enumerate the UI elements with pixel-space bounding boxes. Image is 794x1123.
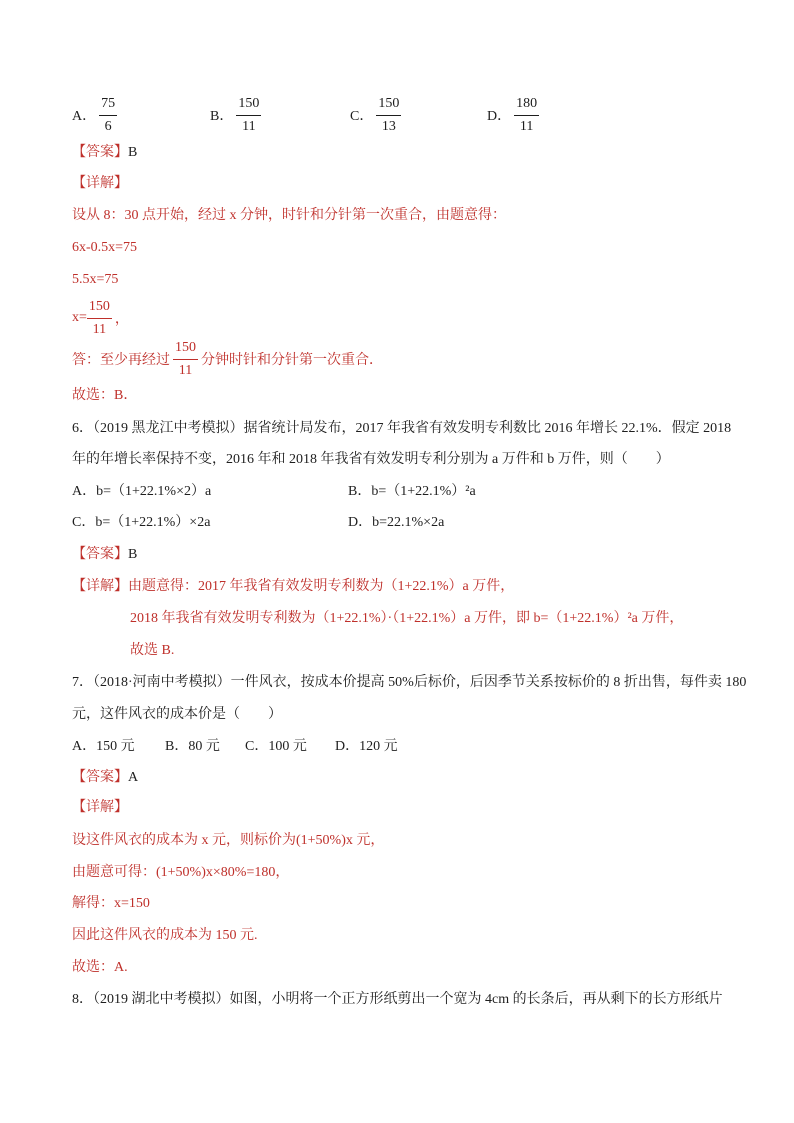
- option-label: D．: [487, 109, 512, 124]
- q6-option-b: [348, 481, 476, 503]
- option-fraction: [99, 94, 117, 137]
- fraction-numerator: 150: [236, 94, 261, 116]
- q5-option-d: [487, 93, 542, 137]
- q5-option-c: [350, 93, 404, 137]
- detail-text: 由题意得：2017 年我省有效发明专利数为（1+22.1%）a 万件，: [128, 579, 515, 594]
- q5-detail-equation-1: 6x-0.5x=75: [72, 240, 138, 255]
- option-text: b=（1+22.1%）²a: [371, 484, 476, 499]
- option-text: 150 元: [96, 739, 135, 754]
- q6-stem-line-2: 年的年增长率保持不变，2016 年和 2018 年我省有效发明专利分别为 a 万件和 b 万件，则（ ）: [72, 452, 670, 467]
- q7-option-c: [245, 736, 307, 758]
- q6-stem-line-1: 6．（2019 黑龙江中考模拟）据省统计局发布，2017 年我省有效发明专利数比 2016 年增长 22.1%．假定 2018: [72, 421, 732, 436]
- fraction-denominator: 11: [178, 362, 193, 378]
- q6-answer: [72, 544, 137, 566]
- fraction-numerator: 75: [99, 94, 117, 116]
- fraction-denominator: 6: [104, 118, 112, 134]
- q8-stem-line-1: 8．（2019 湖北中考模拟）如图，小明将一个正方形纸剪出一个宽为 4cm 的长条后，再从剩下的长方形纸片: [72, 992, 723, 1007]
- fraction-numerator: 150: [173, 338, 198, 360]
- answer-value: A: [128, 770, 139, 785]
- q6-options-row-2: [0, 512, 794, 534]
- fraction-denominator: 11: [242, 118, 256, 134]
- q5-detail-equation-2: 5.5x=75: [72, 272, 119, 287]
- q7-stem-line-2: 元，这件风衣的成本价是（ ）: [72, 707, 282, 722]
- q7-detail-line-5: 故选：A.: [72, 960, 128, 975]
- option-label: A．: [72, 484, 97, 499]
- q5-detail-conclusion: [72, 337, 383, 381]
- option-label: A．: [72, 739, 97, 754]
- fraction-denominator: 13: [381, 118, 396, 134]
- q6-option-c: [72, 512, 210, 534]
- q5-options: [0, 93, 794, 137]
- q6-option-d: [348, 512, 444, 534]
- q5-detail-result: [72, 296, 129, 340]
- q7-option-b: [165, 736, 220, 758]
- q5-option-a: [72, 93, 120, 137]
- q7-option-d: [335, 736, 398, 758]
- q7-detail-tag: 【详解】: [72, 800, 128, 815]
- q6-detail-line-3: 故选 B.: [130, 643, 175, 658]
- q7-stem-line-1: 7．（2018·河南中考模拟）一件风衣，按成本价提高 50%后标价，后因季节关系按标价的 8 折出售，每件卖 180: [72, 675, 747, 690]
- fraction-denominator: 11: [519, 118, 534, 134]
- answer-tag: 【答案】: [72, 547, 128, 562]
- option-label: C．: [245, 739, 269, 754]
- option-label: C．: [72, 515, 96, 530]
- q7-answer: [72, 767, 138, 789]
- q7-detail-line-2: 由题意可得：(1+50%)x×80%=180，: [72, 865, 290, 880]
- option-label: C．: [350, 109, 374, 124]
- conclusion-fraction: [173, 338, 198, 381]
- conclusion-prefix: 答：至少再经过: [72, 353, 170, 368]
- answer-value: B: [128, 145, 138, 160]
- q6-detail-line-2: 2018 年我省有效发明专利数为（1+22.1%）·（1+22.1%）a 万件，即 b=（1+22.1%）²a 万件，: [130, 611, 684, 626]
- q7-option-a: [72, 736, 135, 758]
- option-label: D．: [335, 739, 360, 754]
- result-suffix: ，: [114, 312, 129, 327]
- result-fraction: [87, 297, 112, 340]
- result-prefix: x=: [72, 310, 87, 325]
- q6-detail-line-1: [72, 576, 514, 598]
- q5-detail-tag: 【详解】: [72, 176, 128, 191]
- option-label: B．: [348, 484, 372, 499]
- option-text: 100 元: [268, 739, 307, 754]
- fraction-denominator: 11: [92, 321, 107, 337]
- answer-tag: 【答案】: [72, 145, 128, 160]
- option-text: b=（1+22.1%）×2a: [95, 515, 211, 530]
- option-text: b=22.1%×2a: [372, 515, 445, 530]
- option-text: 80 元: [188, 739, 220, 754]
- fraction-numerator: 150: [87, 297, 112, 319]
- answer-value: B: [128, 547, 138, 562]
- option-fraction: [376, 94, 401, 137]
- q7-detail-line-4: 因此这件风衣的成本为 150 元.: [72, 928, 258, 943]
- option-label: B．: [165, 739, 189, 754]
- q7-options: [0, 736, 794, 758]
- q5-option-b: [210, 93, 264, 137]
- q6-option-a: [72, 481, 211, 503]
- q5-detail-setup: 设从 8：30 点开始，经过 x 分钟，时针和分针第一次重合，由题意得：: [72, 208, 506, 223]
- q5-detail-choice: 故选：B．: [72, 388, 138, 403]
- option-text: b=（1+22.1%×2）a: [96, 484, 212, 499]
- option-label: D．: [348, 515, 373, 530]
- q7-detail-line-1: 设这件风衣的成本为 x 元，则标价为(1+50%)x 元，: [72, 833, 385, 848]
- option-label: B．: [210, 109, 234, 124]
- option-fraction: [514, 94, 539, 137]
- fraction-numerator: 180: [514, 94, 539, 116]
- conclusion-suffix: 分钟时针和分针第一次重合．: [201, 353, 383, 368]
- q6-options-row-1: [0, 481, 794, 503]
- q5-answer: [72, 142, 137, 164]
- option-fraction: [236, 94, 261, 137]
- answer-tag: 【答案】: [72, 770, 128, 785]
- fraction-numerator: 150: [376, 94, 401, 116]
- option-text: 120 元: [359, 739, 398, 754]
- option-label: A．: [72, 109, 97, 124]
- q7-detail-line-3: 解得：x=150: [72, 896, 150, 911]
- detail-tag: 【详解】: [72, 579, 128, 594]
